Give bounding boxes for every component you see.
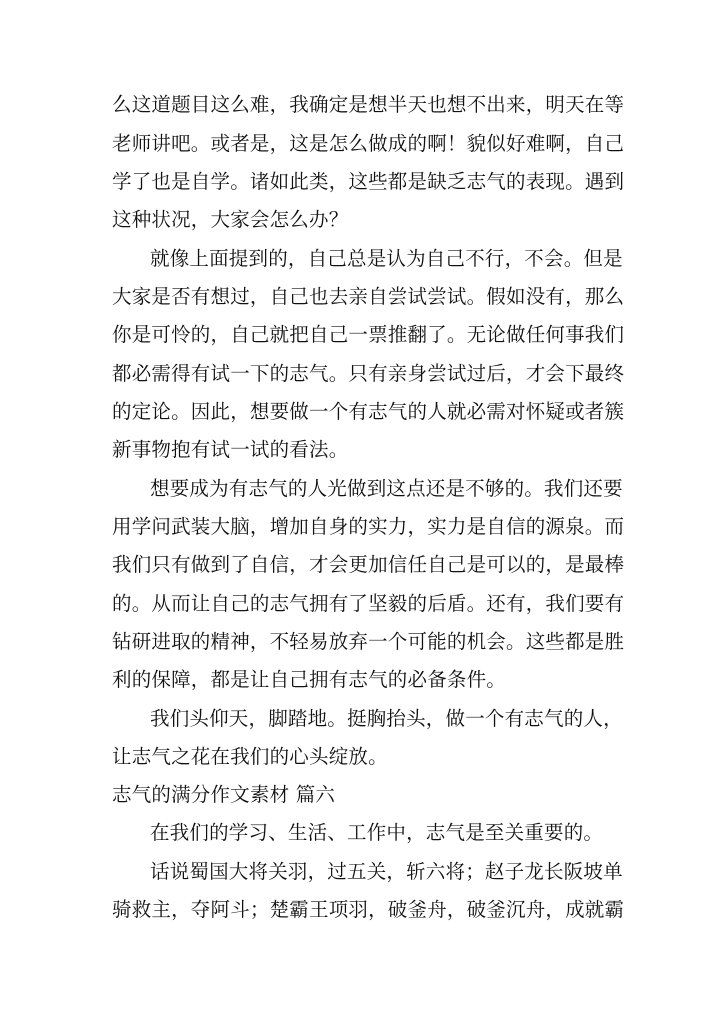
text-line: 学了也是自学。诸如此类，这些都是缺乏志气的表现。遇到 [112, 170, 625, 193]
text-line: 大家是否有想过，自己也去亲自尝试尝试。假如没有，那么 [112, 285, 625, 308]
text-line: 利的保障，都是让自己拥有志气的必备条件。 [112, 668, 507, 691]
text-line: 新事物抱有试一试的看法。 [112, 438, 349, 461]
text-line: 都必需得有试一下的志气。只有亲身尝试过后，才会下最终 [112, 362, 625, 385]
text-line: 这种状况，大家会怎么办？ [112, 208, 349, 231]
text-line: 骑救主，夺阿斗；楚霸王项羽，破釜舟，破釜沉舟，成就霸 [112, 898, 625, 921]
text-line: 老师讲吧。或者是，这是怎么做成的啊！貌似好难啊，自己 [112, 132, 625, 155]
text-line: 么这道题目这么难，我确定是想半天也想不出来，明天在等 [112, 93, 625, 116]
paragraph-first-line: 想要成为有志气的人光做到这点还是不够的。我们还要 [150, 477, 623, 500]
paragraph-first-line: 话说蜀国大将关羽，过五关，斩六将；赵子龙长阪坡单 [150, 860, 623, 883]
text-line: 你是可怜的，自己就把自己一票推翻了。无论做任何事我们 [112, 323, 625, 346]
paragraph-first-line: 在我们的学习、生活、工作中，志气是至关重要的。 [150, 821, 604, 844]
text-line: 我们只有做到了自信，才会更加信任自己是可以的，是最棒 [112, 553, 625, 576]
text-line: 让志气之花在我们的心头绽放。 [112, 745, 388, 768]
paragraph-first-line: 就像上面提到的，自己总是认为自己不行，不会。但是 [150, 247, 623, 270]
text-line: 钻研进取的精神，不轻易放弃一个可能的机会。这些都是胜 [112, 630, 625, 653]
text-line: 的定论。因此，想要做一个有志气的人就必需对怀疑或者簇 [112, 400, 625, 423]
paragraph-first-line: 我们头仰天，脚踏地。挺胸抬头，做一个有志气的人， [150, 707, 623, 730]
text-line: 用学问武装大脑，增加自身的实力，实力是自信的源泉。而 [112, 515, 625, 538]
text-line: 的。从而让自己的志气拥有了坚毅的后盾。还有，我们要有 [112, 592, 625, 615]
section-heading: 志气的满分作文素材 篇六 [112, 783, 336, 806]
